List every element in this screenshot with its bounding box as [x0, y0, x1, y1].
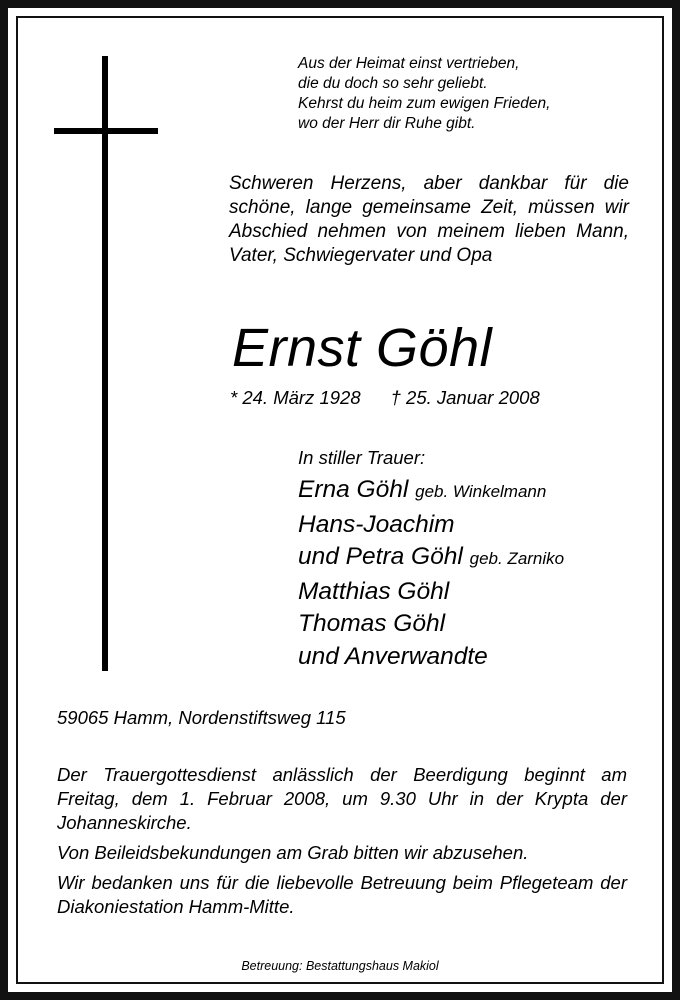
thanks-paragraph: Wir bedanken uns für die liebevolle Betreuung beim Pflegeteam der Diakoniestation Hamm-Mitte. [57, 872, 627, 917]
life-dates [230, 386, 540, 410]
mourner-entry [298, 608, 564, 641]
mourner-note: geb. Zarniko [469, 549, 565, 568]
mourner-entry [298, 509, 564, 542]
mourner-entry [298, 641, 564, 674]
mourners-list [298, 474, 564, 673]
mourner-name: und Anverwandte [298, 642, 488, 670]
poem [298, 54, 628, 134]
condolence-note: Von Beileidsbekundungen am Grab bitten wir abzusehen. [57, 842, 529, 863]
mourner-name: und Petra Göhl [298, 543, 463, 570]
mourner-name: Erna Göhl [298, 476, 409, 503]
poem-line: wo der Herr dir Ruhe gibt. [298, 115, 476, 132]
poem-line: Kehrst du heim zum ewigen Frieden, [298, 95, 551, 112]
cross-icon [102, 56, 108, 671]
death-date: † 25. Januar 2008 [390, 387, 540, 408]
mourner-entry [298, 541, 564, 576]
mourner-name: Thomas Göhl [298, 610, 446, 637]
service-info [57, 763, 627, 925]
intro-text: Schweren Herzens, aber dankbar für die schöne, lange gemeinsame Zeit, müssen wir Abschied nehmen von meinem lieben Mann, Vater, Schwiegervater und Opa [229, 173, 629, 266]
address: 59065 Hamm, Nordenstiftsweg 115 [57, 707, 346, 728]
cross-icon-bar [54, 128, 158, 134]
mourners-heading: In stiller Trauer: [298, 447, 426, 468]
deceased-name: Ernst Göhl [232, 318, 493, 378]
mourner-name: Matthias Göhl [298, 577, 450, 605]
birth-date: * 24. März 1928 [230, 387, 361, 408]
mourner-entry [298, 576, 564, 609]
poem-line: Aus der Heimat einst vertrieben, [298, 55, 520, 72]
poem-line: die du doch so sehr geliebt. [298, 75, 488, 92]
undertaker-credit: Betreuung: Bestattungshaus Makiol [241, 959, 439, 973]
mourner-name: Hans-Joachim [298, 510, 455, 538]
service-paragraph: Der Trauergottesdienst anlässlich der Beerdigung beginnt am Freitag, dem 1. Februar 2008, um 9.30 Uhr in der Krypta der Johanneskirche. [57, 764, 627, 833]
mourner-entry [298, 474, 564, 509]
mourner-note: geb. Winkelmann [415, 482, 547, 501]
